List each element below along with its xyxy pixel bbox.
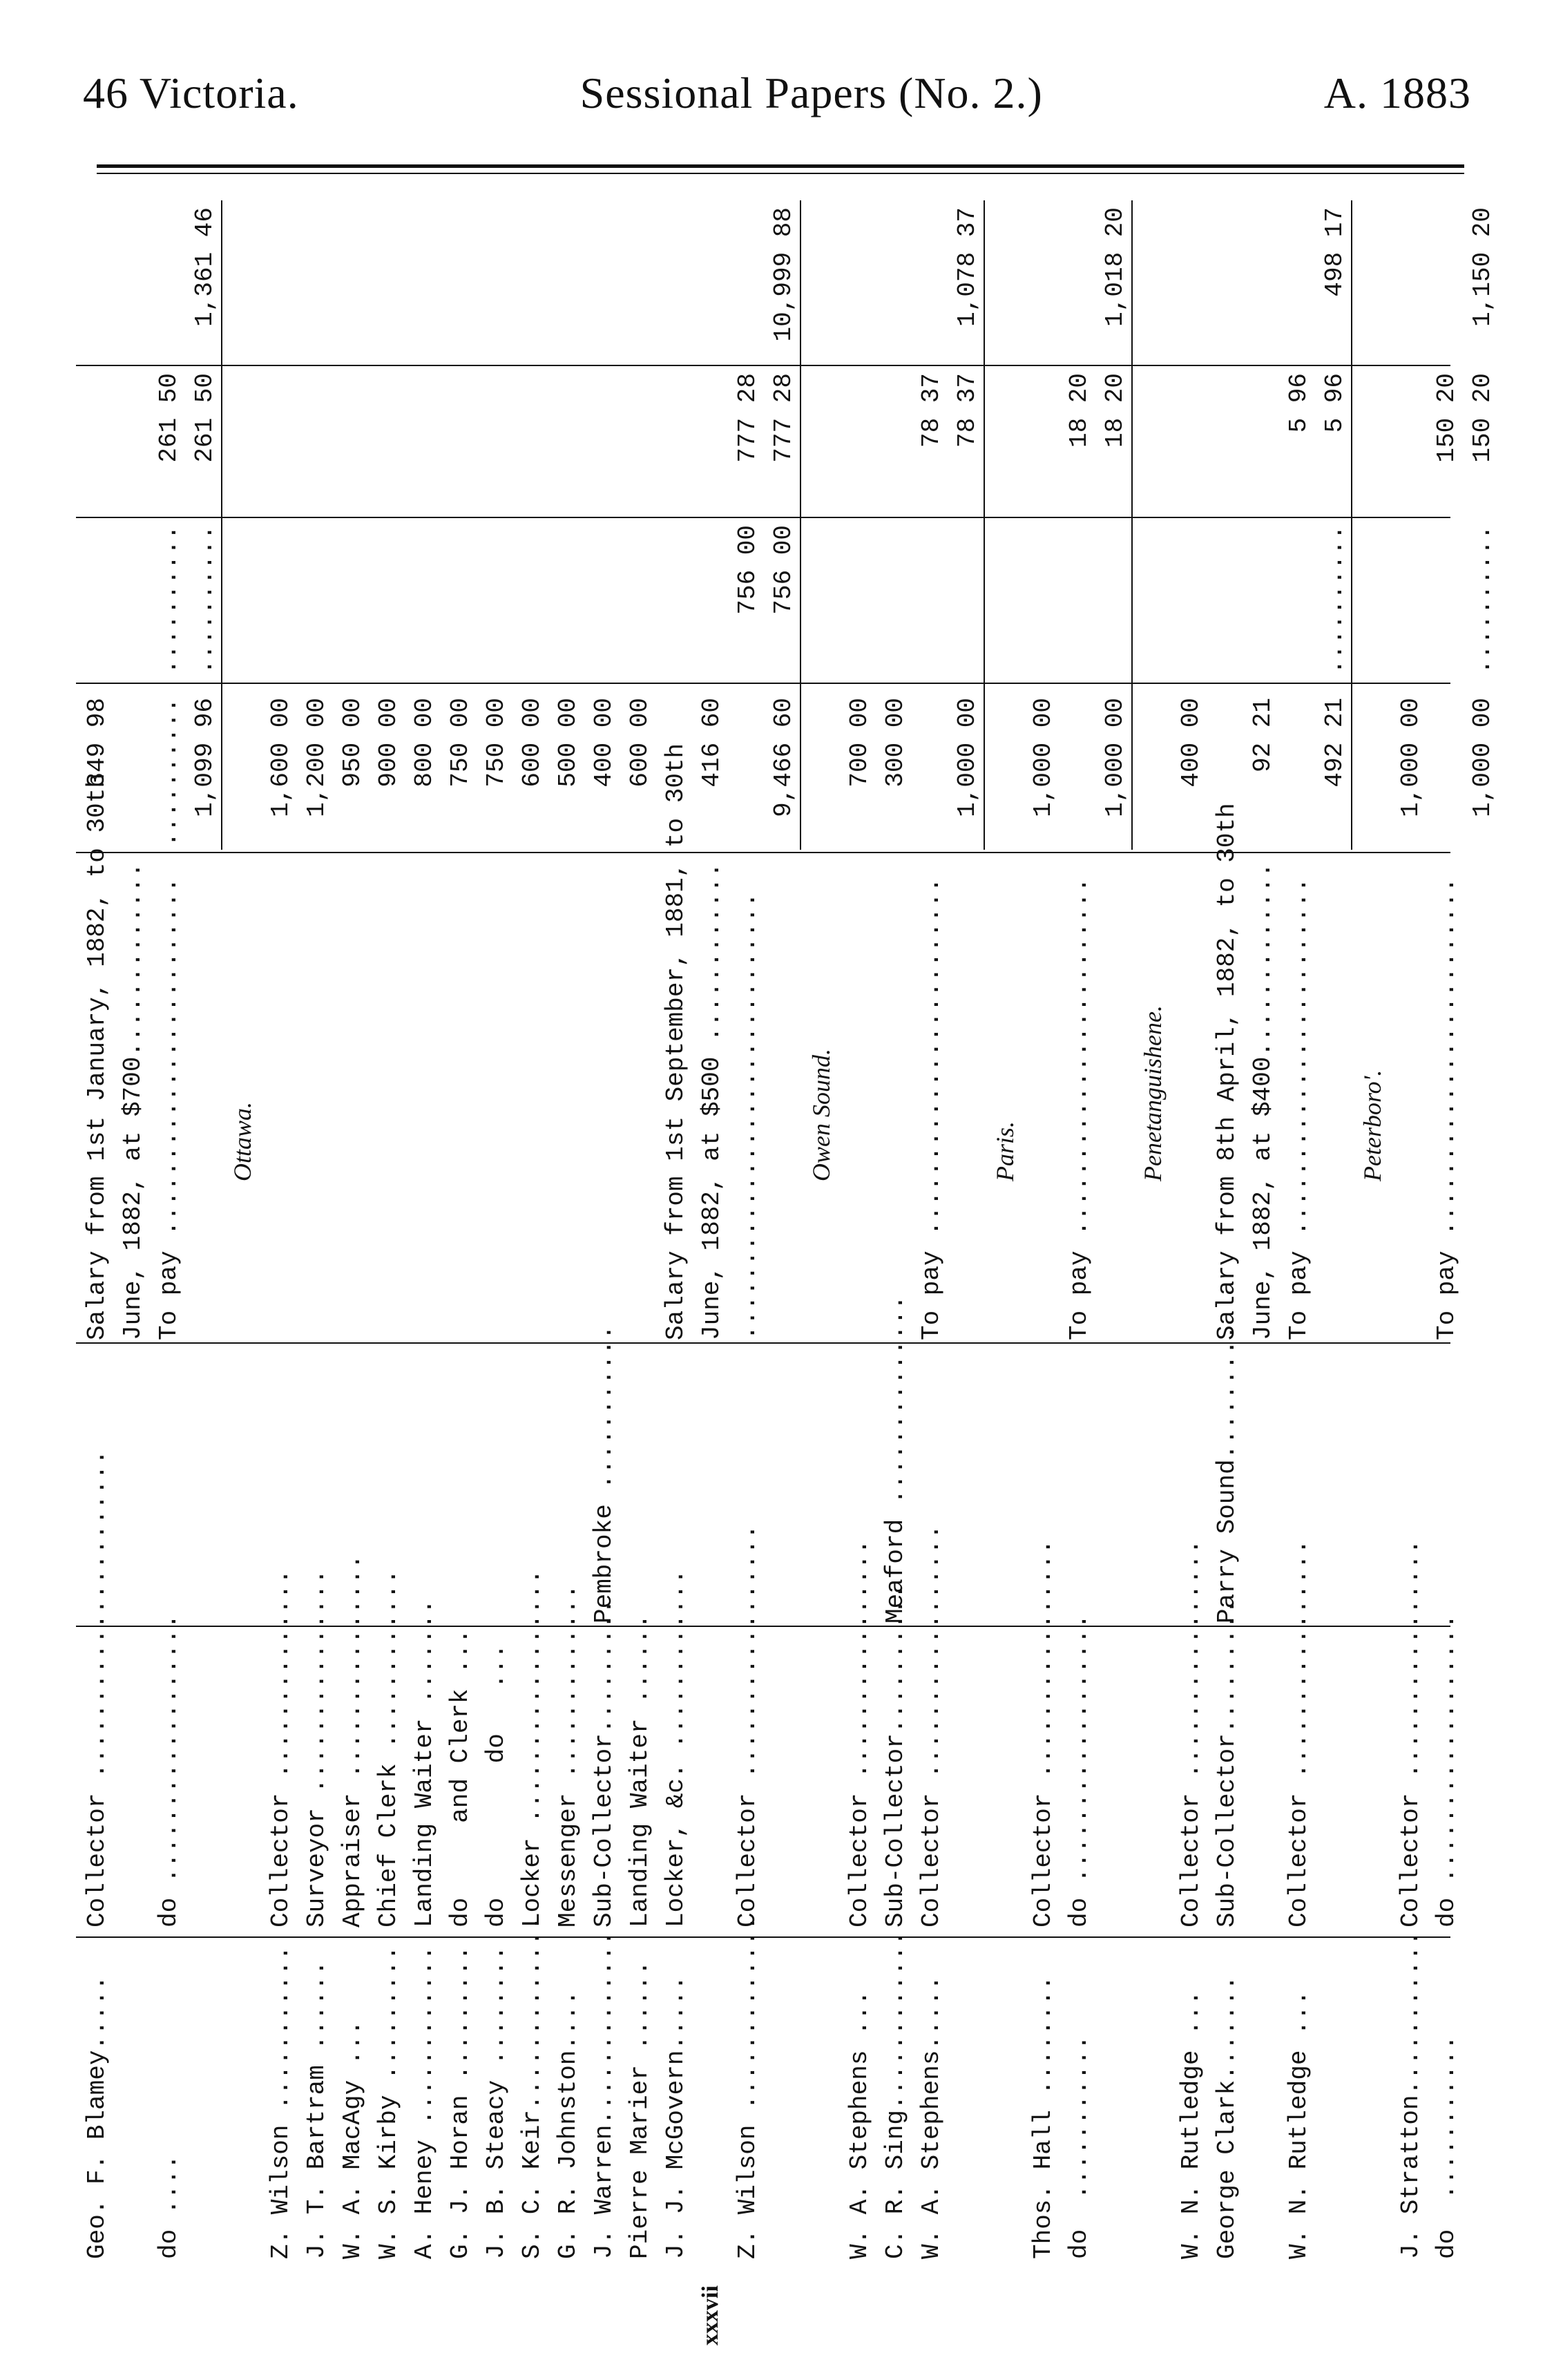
office-title: Chief Clerk ............ xyxy=(374,1569,403,1927)
table-row xyxy=(769,193,798,2287)
employee-name: G. J. Horan ......... xyxy=(446,1945,474,2259)
city-heading: Penetanguishene. xyxy=(1139,1005,1167,1181)
employee-name: S. C. Keir............. xyxy=(518,1916,546,2259)
description: Salary from 8th April, 1882, to 30th xyxy=(1213,803,1241,1340)
table-row xyxy=(1029,193,1057,2287)
amount-total: 1,150 20 xyxy=(1468,207,1497,327)
description: To pay ........................ xyxy=(155,877,183,1340)
table-row xyxy=(698,193,726,2287)
employee-name: J. B. Steacy ........ xyxy=(482,1945,510,2259)
amount-salary: 1,200 00 xyxy=(303,698,331,817)
description: June, 1882, at $400............. xyxy=(1249,862,1277,1340)
amount-other: .......... xyxy=(155,525,183,675)
office-title: Collector .............. xyxy=(267,1569,295,1927)
header-title: Sessional Papers (No. 2.) xyxy=(579,68,1043,117)
table-row xyxy=(83,193,111,2287)
amount-salary: 416 60 xyxy=(698,698,726,788)
table-row xyxy=(1397,193,1425,2287)
description: June, 1882, at $700............. xyxy=(119,862,147,1340)
header-rule-thin xyxy=(97,173,1464,174)
employee-name: W. A. Stephens ... xyxy=(845,1990,874,2259)
amount-salary: 750 00 xyxy=(446,698,474,788)
header-year: A. 1883 xyxy=(1323,68,1471,117)
amount-salary: 349 98 xyxy=(83,698,111,788)
total-rule xyxy=(800,200,801,850)
table-row xyxy=(845,193,874,2287)
description: .............................. xyxy=(733,892,762,1340)
amount-other: 756 00 xyxy=(769,525,798,615)
employee-name: do ........... xyxy=(1432,2035,1461,2259)
description: Salary from 1st September, 1881, to 30th xyxy=(662,743,690,1340)
employee-name: W. N. Rutledge ... xyxy=(1285,1990,1313,2259)
table-row xyxy=(1177,193,1205,2287)
amount-paid: 261 50 xyxy=(155,373,183,463)
table-row xyxy=(155,193,183,2287)
total-rule xyxy=(984,200,985,850)
amount-paid: 150 20 xyxy=(1432,373,1461,463)
amount-total: 1,361 46 xyxy=(191,207,219,327)
office-title: do .................. xyxy=(155,1614,183,1927)
description: June, 1882, at $500 ............ xyxy=(698,862,726,1340)
amount-other: .......... xyxy=(1321,525,1349,675)
description: To pay ........................ xyxy=(917,877,946,1340)
amount-salary: 300 00 xyxy=(881,698,910,788)
office-title: Messenger ............. xyxy=(554,1584,582,1927)
amount-total: 498 17 xyxy=(1321,207,1349,297)
amount-paid: 78 37 xyxy=(917,373,946,448)
employee-name: C. R. Sing............ xyxy=(881,1930,910,2259)
table-row xyxy=(1249,193,1277,2287)
amount-salary: 92 21 xyxy=(1249,698,1277,773)
station-name: Pembroke ........... xyxy=(590,1324,618,1624)
employee-name: J. T. Bartram ...... xyxy=(303,1960,331,2259)
amount-paid: 5 96 xyxy=(1285,373,1313,433)
amount-total: 1,078 37 xyxy=(953,207,981,327)
office-title: do and Clerk ... xyxy=(446,1628,474,1927)
table-row xyxy=(626,193,654,2287)
table-row xyxy=(119,193,147,2287)
amount-salary: 500 00 xyxy=(554,698,582,788)
amount-paid: 18 20 xyxy=(1065,373,1093,448)
table-row xyxy=(267,193,295,2287)
office-title: do .................. xyxy=(1065,1614,1093,1927)
office-title: Appraiser ............... xyxy=(338,1554,367,1927)
amount-salary: 1,000 00 xyxy=(1101,698,1129,817)
employee-name: do .... xyxy=(155,2154,183,2259)
office-title: Collector ................. xyxy=(917,1524,946,1927)
amount-salary: 800 00 xyxy=(410,698,439,788)
amount-total: 10,999 88 xyxy=(769,207,798,342)
office-title: Collector ................ xyxy=(845,1539,874,1927)
office-title: Collector ................. xyxy=(733,1524,762,1927)
table-row xyxy=(1285,193,1313,2287)
amount-paid: 150 20 xyxy=(1468,373,1497,463)
header-session: 46 Victoria. xyxy=(83,68,299,117)
table-row xyxy=(733,193,762,2287)
table-row xyxy=(590,193,618,2287)
header-rule-thick xyxy=(97,164,1464,168)
description: To pay ........................ xyxy=(1432,877,1461,1340)
office-title: Collector ................ xyxy=(1397,1539,1425,1927)
table-row xyxy=(554,193,582,2287)
description: Salary from 1st January, 1882, to 30th xyxy=(83,773,111,1340)
amount-paid: 777 28 xyxy=(733,373,762,463)
employee-name: do ........... xyxy=(1065,2035,1093,2259)
description: To pay ........................ xyxy=(1285,877,1313,1340)
page-header xyxy=(83,66,1471,121)
office-title: Sub-Collector......... xyxy=(1213,1599,1241,1927)
employee-name: Z. Wilson ........... xyxy=(267,1945,295,2259)
office-title: Locker, &c. ............ xyxy=(662,1569,690,1927)
amount-other: 756 00 xyxy=(733,525,762,615)
table-row xyxy=(374,193,403,2287)
table-row xyxy=(482,193,510,2287)
employee-name: J. Warren............. xyxy=(590,1930,618,2259)
amount-paid: 261 50 xyxy=(191,373,219,463)
amount-salary: 1,000 00 xyxy=(1029,698,1057,817)
office-title: Sub-Collector......... xyxy=(590,1599,618,1927)
amount-salary: 600 00 xyxy=(626,698,654,788)
amount-salary: 900 00 xyxy=(374,698,403,788)
amount-salary: .......... xyxy=(155,698,183,848)
station-name: Parry Sound......... xyxy=(1213,1324,1241,1624)
table-row xyxy=(1432,193,1461,2287)
office-title: Collector ................ xyxy=(1177,1539,1205,1927)
employee-name: Thos. Hall ........ xyxy=(1029,1975,1057,2259)
table-row xyxy=(953,193,981,2287)
office-title: do do ... xyxy=(482,1644,510,1927)
employee-name: G. R. Johnston.... xyxy=(554,1990,582,2259)
office-title: do .................. xyxy=(1432,1614,1461,1927)
amount-other: .......... xyxy=(1468,525,1497,675)
table-row xyxy=(917,193,946,2287)
table-row xyxy=(446,193,474,2287)
office-title: Collector ................ xyxy=(1285,1539,1313,1927)
amount-total: 1,018 20 xyxy=(1101,207,1129,327)
table-row xyxy=(191,193,219,2287)
amount-salary: 750 00 xyxy=(482,698,510,788)
table-row xyxy=(303,193,331,2287)
city-heading: Peterboro'. xyxy=(1359,1069,1386,1181)
total-rule xyxy=(221,200,222,850)
office-title: Landing Waiter ....... xyxy=(410,1599,439,1927)
table-row xyxy=(410,193,439,2287)
table-row xyxy=(338,193,367,2287)
table-row xyxy=(518,193,546,2287)
station-name: Meaford .............. xyxy=(881,1295,910,1624)
amount-salary: 1,000 00 xyxy=(1468,698,1497,817)
page-number: xxxvii xyxy=(698,2285,723,2345)
city-heading: Paris. xyxy=(991,1121,1019,1181)
office-title: Collector ................ xyxy=(1029,1539,1057,1927)
employee-name: George Clark....... xyxy=(1213,1975,1241,2259)
amount-paid: 5 96 xyxy=(1321,373,1349,433)
employee-name: Geo. F. Blamey..... xyxy=(83,1975,111,2259)
office-title: Collector ...................... xyxy=(83,1449,111,1927)
table-row xyxy=(1468,193,1497,2287)
employee-name: Z. Wilson ............. xyxy=(733,1916,762,2259)
amount-salary: 700 00 xyxy=(845,698,874,788)
office-title: Sub-Collector.......... xyxy=(881,1584,910,1927)
total-rule xyxy=(1351,200,1352,850)
amount-salary: 1,099 96 xyxy=(191,698,219,817)
amount-paid: 78 37 xyxy=(953,373,981,448)
office-title: Landing Waiter ...... xyxy=(626,1614,654,1927)
amount-salary: 1,600 00 xyxy=(267,698,295,817)
office-title: Surveyor ............... xyxy=(303,1569,331,1927)
table-row xyxy=(662,193,690,2287)
amount-other: .......... xyxy=(191,525,219,675)
employee-name: W. A. Stephens..... xyxy=(917,1975,946,2259)
amount-salary: 600 00 xyxy=(518,698,546,788)
employee-name: W. A. MacAgy ... xyxy=(338,2020,367,2259)
city-heading: Ottawa. xyxy=(229,1101,256,1181)
amount-paid: 777 28 xyxy=(769,373,798,463)
employee-name: J. J. McGovern..... xyxy=(662,1975,690,2259)
amount-salary: 9,466 60 xyxy=(769,698,798,817)
amount-salary: 950 00 xyxy=(338,698,367,788)
table-row xyxy=(1321,193,1349,2287)
employee-name: J. Stratton........... xyxy=(1397,1930,1425,2259)
employee-name: W. S. Kirby ......... xyxy=(374,1945,403,2259)
amount-salary: 1,000 00 xyxy=(953,698,981,817)
city-heading: Owen Sound. xyxy=(807,1049,835,1181)
table-row xyxy=(881,193,910,2287)
employee-name: Pierre Marier ...... xyxy=(626,1960,654,2259)
amount-paid: 18 20 xyxy=(1101,373,1129,448)
salary-table xyxy=(76,187,1497,2287)
amount-salary: 1,000 00 xyxy=(1397,698,1425,817)
table-row xyxy=(1213,193,1241,2287)
employee-name: W. N. Rutledge ... xyxy=(1177,1990,1205,2259)
employee-name: A. Heney ............ xyxy=(410,1945,439,2259)
table-row xyxy=(1101,193,1129,2287)
total-rule xyxy=(1131,200,1133,850)
amount-salary: 492 21 xyxy=(1321,698,1349,788)
table-row xyxy=(1065,193,1093,2287)
office-title: Locker ................. xyxy=(518,1569,546,1927)
description: To pay ........................ xyxy=(1065,877,1093,1340)
amount-salary: 400 00 xyxy=(590,698,618,788)
amount-salary: 400 00 xyxy=(1177,698,1205,788)
